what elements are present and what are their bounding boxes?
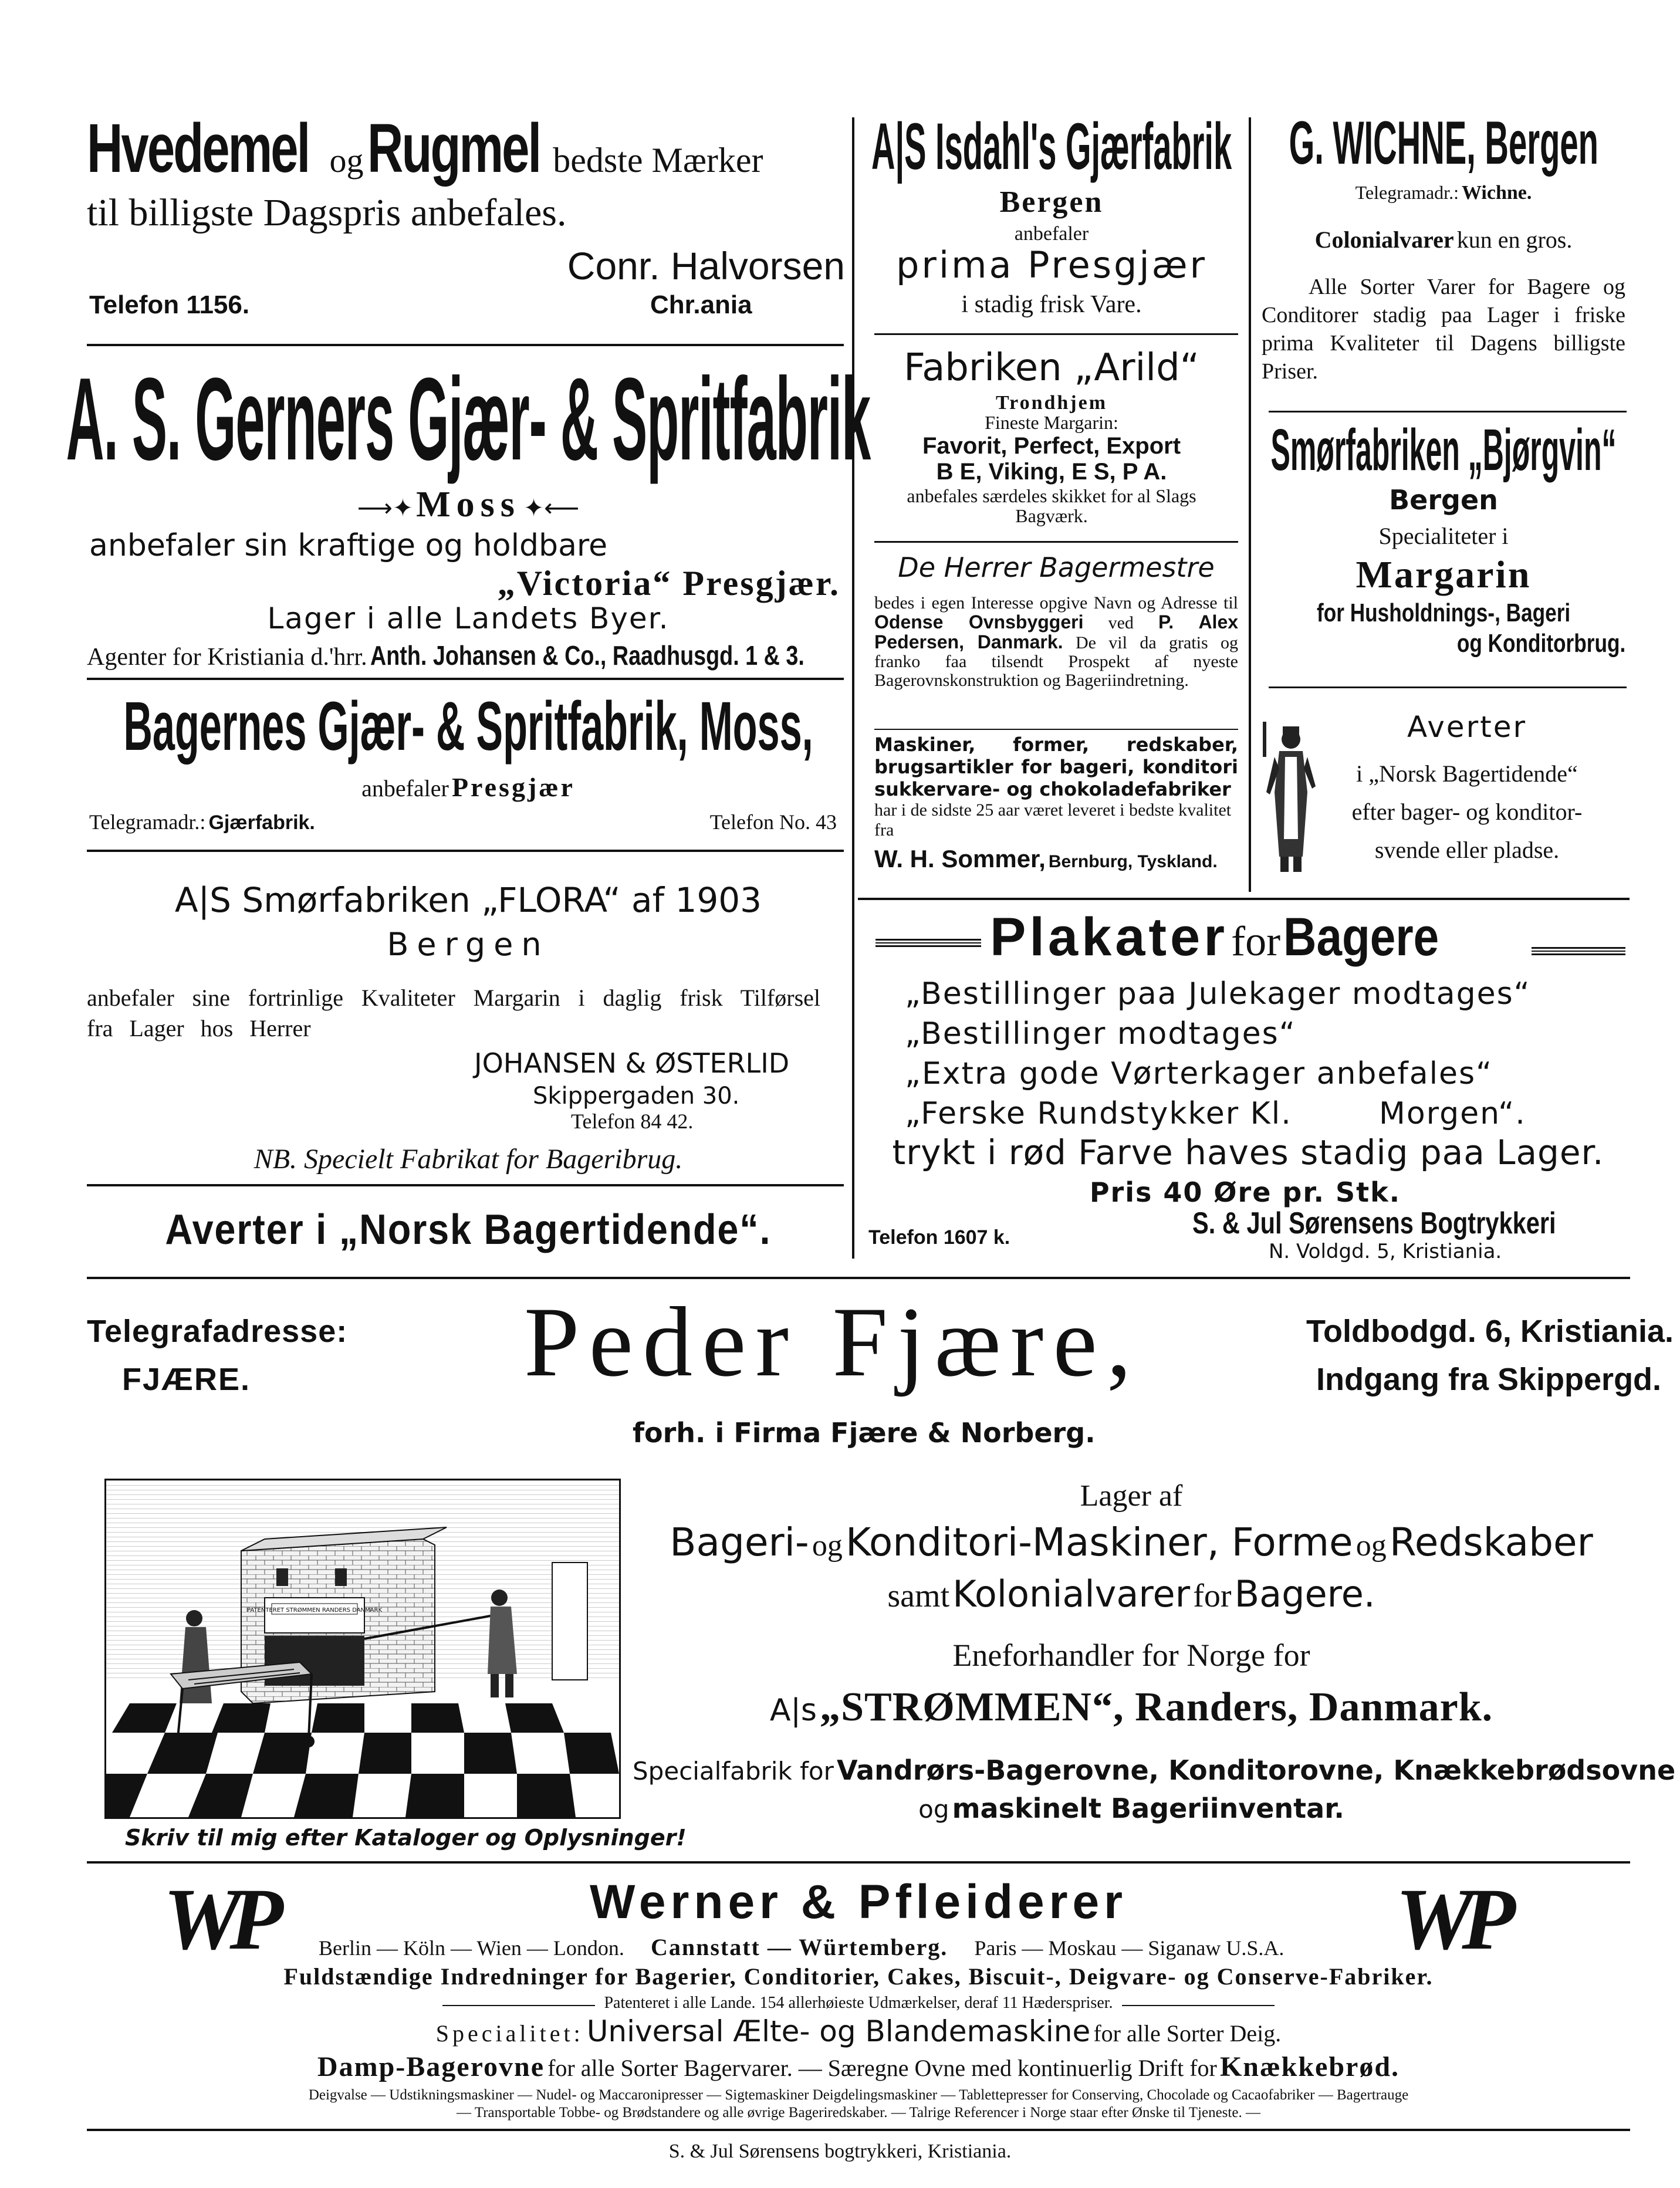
ad-fjaere-line1e: Redskaber [1389,1520,1593,1565]
column-divider-right [1249,117,1251,892]
ad-sommer-body2b: P. Alex Pedersen, Danmark. [874,611,1239,652]
ad-plakater-print-line: trykt i rød Farve haves stadig paa Lager. [892,1132,1604,1172]
footer-imprint: S. & Jul Sørensens bogtrykkeri, Kristiania. [668,2140,1012,2162]
ad-isdahl-title: A|S Isdahl's Gjærfabrik [871,110,1232,183]
ad-werner-line3c: for alle Sorter Deig. [1093,2020,1282,2047]
ad-gerners-agents-name: Anth. Johansen & Co., Raadhusgd. 1 & 3. [370,640,804,671]
ad-hvedemel-title-b: Rugmel [367,110,540,187]
ad-flora-phone: Telefon 84 42. [571,1110,694,1133]
ad-plakater-phone: Telefon 1607 k. [868,1226,1010,1249]
ad-sommer-body3: De vil da gratis og franko faa tilsendt Prospekt af nyeste Bagerovnskonstruktion og Bageriindretning. [874,633,1239,690]
ad-werner-line4a: Damp-Bagerovne [317,2051,545,2082]
arrow-right-icon: ✦⟵ [523,493,580,522]
ad-fjaere-telegram-label: Telegrafadresse: [87,1314,348,1349]
ad-hvedemel-title-a: Hvedemel [87,110,309,187]
ad-werner-line3a: Specialitet: [435,2020,584,2047]
rule-left [876,939,981,947]
ad-isdahl-city: Bergen [999,185,1104,219]
ad-hvedemel-title-og: og [329,141,364,180]
ad-averter-right-line3: svende eller pladse. [1374,837,1560,863]
ad-gerners-title: A. S. Gerners Gjær- & Spritfabrik [66,354,871,485]
ad-sommer-body2a: ved [1108,613,1134,633]
ad-werner-cities-a: Berlin — Köln — Wien — London. [319,1936,624,1960]
ad-arild-brands1: Favorit, Perfect, Export [922,433,1181,459]
ad-plakater-line: „Bestillinger paa Julekager modtages“ [905,976,1531,1012]
ad-plakater-line: „Ferske Rundstykker Kl. Morgen“. [905,1096,1526,1131]
ad-fjaere-line2b: Kolonialvarer [952,1572,1191,1615]
ad-fjaere-address1: Toldbodgd. 6, Kristiania. [1306,1314,1674,1349]
wp-logo-right: WP [1395,1871,1504,1968]
ad-werner-title: Werner & Pfleiderer [589,1875,1128,1929]
divider [87,1861,1630,1864]
ad-plakater-line: „Bestillinger modtages“ [905,1016,1296,1051]
ad-averter-right-title: Averter [1407,710,1527,744]
ad-plakater-price: Pris 40 Øre pr. Stk. [1089,1176,1401,1208]
divider [874,729,1238,730]
ad-gerners-line2: Lager i alle Landets Byer. [267,601,670,635]
ad-fjaere-address2: Indgang fra Skippergd. [1316,1362,1662,1397]
ad-averter-right [1256,710,1631,886]
ad-flora-body: anbefaler sine fortrinlige Kvaliteter Margarin i daglig frisk Tilførsel fra Lager hos Herrer [87,985,820,1041]
ad-fjaere-special-d: maskinelt Bageriinventar. [952,1793,1344,1824]
ad-arild-brands2: B E, Viking, E S, P A. [936,459,1167,485]
ad-bagernes-telegram-value: Gjærfabrik. [208,811,315,834]
ad-hvedemel-phone: Telefon 1156. [89,290,250,319]
divider [858,898,1630,900]
ad-sommer-body4: har i de sidste 25 aar været leveret i bedste kvalitet fra [874,800,1232,840]
ad-wichne-title: G. WICHNE, Bergen [1289,109,1598,177]
ad-hvedemel-line2: til billigste Dagspris anbefales. [87,191,567,234]
ad-bagernes-recommends: anbefaler [361,775,449,802]
ad-sommer-body1b: Odense Ovnsbyggeri [874,611,1084,633]
ad-fjaere-line2a: samt [887,1578,950,1614]
ad-sommer-title: De Herrer Bagermestre [898,552,1215,583]
ad-hvedemel-company: Conr. Halvorsen [567,244,845,288]
ad-fjaere-stromme-prefix: A|s [769,1693,817,1728]
ad-bagernes [87,687,850,839]
ad-bagernes-telegram-label: Telegramadr.: [89,810,206,834]
ad-werner-line3b: Universal Ælte- og Blandemaskine [586,2014,1091,2048]
ad-flora-dealer: JOHANSEN & ØSTERLID [474,1047,790,1079]
divider [874,541,1238,543]
divider [874,333,1238,335]
ad-fjaere-lager: Lager af [1080,1479,1183,1513]
ad-werner-line6: — Transportable Tobbe- og Brødstandere og alle øvrige Bageriredskaber. — Talrige Referencer i Norge staar efter Ønske til Tjeneste. — [457,2105,1260,2121]
ad-isdahl-product: prima Presgjær [896,244,1207,286]
ad-werner-line4c: Knækkebrød. [1219,2051,1400,2082]
divider [87,2129,1630,2131]
ad-fjaere-line3: Eneforhandler for Norge for [952,1638,1310,1673]
ad-hvedemel-city: Chr.ania [650,290,752,319]
wp-logo-left: WP [163,1871,272,1968]
ad-plakater-title-for: for [1231,918,1281,965]
ad-fjaere-oven-sign: PATENTERET STRØMMEN RANDERS DANMARK [246,1607,383,1614]
ad-fjaere-line1c: Konditori-Maskiner, Forme [845,1520,1353,1565]
ad-arild-sub: Fineste Margarin: [985,412,1118,433]
ad-flora-title: A|S Smørfabriken „FLORA“ af 1903 [174,880,762,920]
arrow-left-icon: ⟶✦ [357,493,414,522]
ad-fjaere-line1b: og [812,1529,843,1563]
ad-fjaere [87,1285,1676,1913]
ad-bjorgvin-use1: for Husholdnings-, Bageri [1316,598,1571,627]
ad-bjorgvin-line: Specialiteter i [1378,523,1509,549]
ad-werner-line1: Fuldstændige Indredninger for Bagerier, Conditorier, Cakes, Biscuit-, Deigvare- og Conserve-Fabriker. [283,1963,1434,1990]
ad-flora-note: NB. Specielt Fabrikat for Bageribrug. [253,1144,683,1175]
ad-wichne-telegram-label: Telegramadr.: [1355,182,1459,203]
ad-averter-right-line1: i „Norsk Bagertidende“ [1356,760,1578,787]
ad-fjaere-line1d: og [1356,1529,1387,1563]
ad-bjorgvin-title: Smørfabriken „Bjørgvin“ [1270,417,1617,483]
ad-arild [858,346,1245,534]
ad-arild-body: anbefales særdeles skikket for al Slags Bagværk. [907,485,1196,526]
ad-bagernes-phone: Telefon No. 43 [709,810,837,834]
ad-bjorgvin-use2: og Konditorbrug. [1456,629,1625,658]
divider [87,1277,1630,1279]
ad-plakater-line: „Extra gode Vørterkager anbefales“ [905,1056,1493,1091]
ad-wichne-line1b: kun en gros. [1456,226,1573,253]
ad-werner-line2: Patenteret i alle Lande. 154 allerhøieste Udmærkelser, deraf 11 Hæderspriser. [604,1994,1113,2012]
ad-hvedemel-title-tail: bedste Mærker [553,141,763,180]
ad-plakater-company: S. & Jul Sørensens Bogtrykkeri [1192,1206,1556,1240]
bakery-oven-image [106,1480,619,1817]
ad-bjorgvin [1256,417,1631,675]
divider [1269,411,1627,412]
ad-plakater [858,907,1632,1264]
ad-werner-line5: Deigvalse — Udstikningsmaskiner — Nudel- og Maccaronipresser — Sigtemaskiner Deigdelingsmaskiner — Tablettepresser for Conserving, Chocolade og Cacaofabriker — Bagertrauge [308,2087,1409,2103]
ad-averter-left-text: Averter i „Norsk Bagertidende“. [165,1206,772,1253]
divider [87,678,844,680]
ad-bagernes-title: Bagernes Gjær- & Spritfabrik, Moss, [123,688,813,765]
ad-sommer [874,552,1244,892]
ad-plakater-title-a: Plakater [990,907,1229,967]
ad-wichne-body: Alle Sorter Varer for Bagere og Conditorer stadig paa Lager i friske prima Kvaliteter til Dagens billigste Priser. [1262,275,1625,384]
ad-plakater-address: N. Voldgd. 5, Kristiania. [1269,1240,1502,1263]
ad-hvedemel [87,109,850,343]
baker-figure-image [1262,722,1320,874]
ad-gerners-line1: anbefaler sin kraftige og holdbare [89,528,608,563]
ad-gerners-agents-prefix: Agenter for Kristiania d.'hrr. [87,644,367,671]
ad-gerners [66,352,871,671]
ad-fjaere-telegram-value: FJÆRE. [122,1362,251,1397]
ad-fjaere-stromme: „STRØMMEN“, Randers, Danmark. [820,1685,1493,1730]
column-divider-left [852,117,854,1259]
ad-wichne-line1a: Colonialvarer [1314,226,1454,253]
ad-fjaere-special-a: Specialfabrik for [633,1757,834,1785]
ad-fjaere-special-b: Vandrørs-Bagerovne, Konditorovne, Knækkebrødsovne [836,1754,1676,1786]
ad-fjaere-line1a: Bageri- [670,1520,809,1565]
bakery-illustration [104,1479,621,1819]
divider [87,1184,844,1186]
ad-gerners-product: „Victoria“ Presgjær. [497,564,840,603]
divider [87,344,844,346]
ad-werner-line4b: for alle Sorter Bagervarer. — Særegne Ovne med kontinuerlig Drift for [547,2055,1217,2081]
ad-bagernes-product: Presgjær [451,772,575,802]
ad-fjaere-name: Peder Fjære, [524,1287,1141,1397]
ad-werner-cities-b: Cannstatt — Würtemberg. [650,1934,948,1960]
rule-right [1532,947,1625,955]
ad-sommer-body1: bedes i egen Interesse opgive Navn og Adresse til [874,593,1238,613]
ad-sommer-company: W. H. Sommer, [874,845,1046,873]
ad-flora [87,880,850,1185]
ad-fjaere-special-c: og [918,1795,949,1824]
ad-bjorgvin-product: Margarin [1356,553,1532,596]
ad-arild-city: Trondhjem [995,392,1108,414]
ad-fjaere-line2c: for [1193,1578,1232,1614]
ad-sommer-place: Bernburg, Tyskland. [1048,852,1218,871]
ad-averter-left [87,1206,850,1254]
ad-wichne [1256,109,1631,402]
ad-werner-cities-c: Paris — Moskau — Siganaw U.S.A. [974,1936,1284,1960]
ad-werner [87,1871,1630,2133]
ad-isdahl-line: i stadig frisk Vare. [961,291,1142,318]
divider [1269,687,1627,688]
ad-plakater-title-b: Bagere [1283,907,1439,967]
ad-sommer-bold: Maskiner, former, redskaber, brugsartikler for bageri, konditori sukkervare- og chokoladefabriker [874,733,1238,800]
ad-fjaere-caption: Skriv til mig efter Kataloger og Oplysninger! [125,1825,687,1851]
ad-bjorgvin-city: Bergen [1389,484,1498,516]
divider [87,850,844,852]
ad-fjaere-former: forh. i Firma Fjære & Norberg. [633,1417,1096,1449]
ad-averter-right-line2: efter bager- og konditor- [1351,799,1583,825]
ad-fjaere-line2d: Bagere. [1234,1572,1375,1615]
ad-flora-address: Skippergaden 30. [533,1083,740,1110]
ad-isdahl-recommends: anbefaler [1014,223,1089,245]
ad-gerners-place: Moss [416,485,520,525]
ad-arild-title: Fabriken „Arild“ [904,346,1199,390]
ad-isdahl [858,109,1245,332]
ad-flora-city: Bergen [387,926,550,963]
ad-wichne-telegram-value: Wichne. [1462,182,1532,204]
